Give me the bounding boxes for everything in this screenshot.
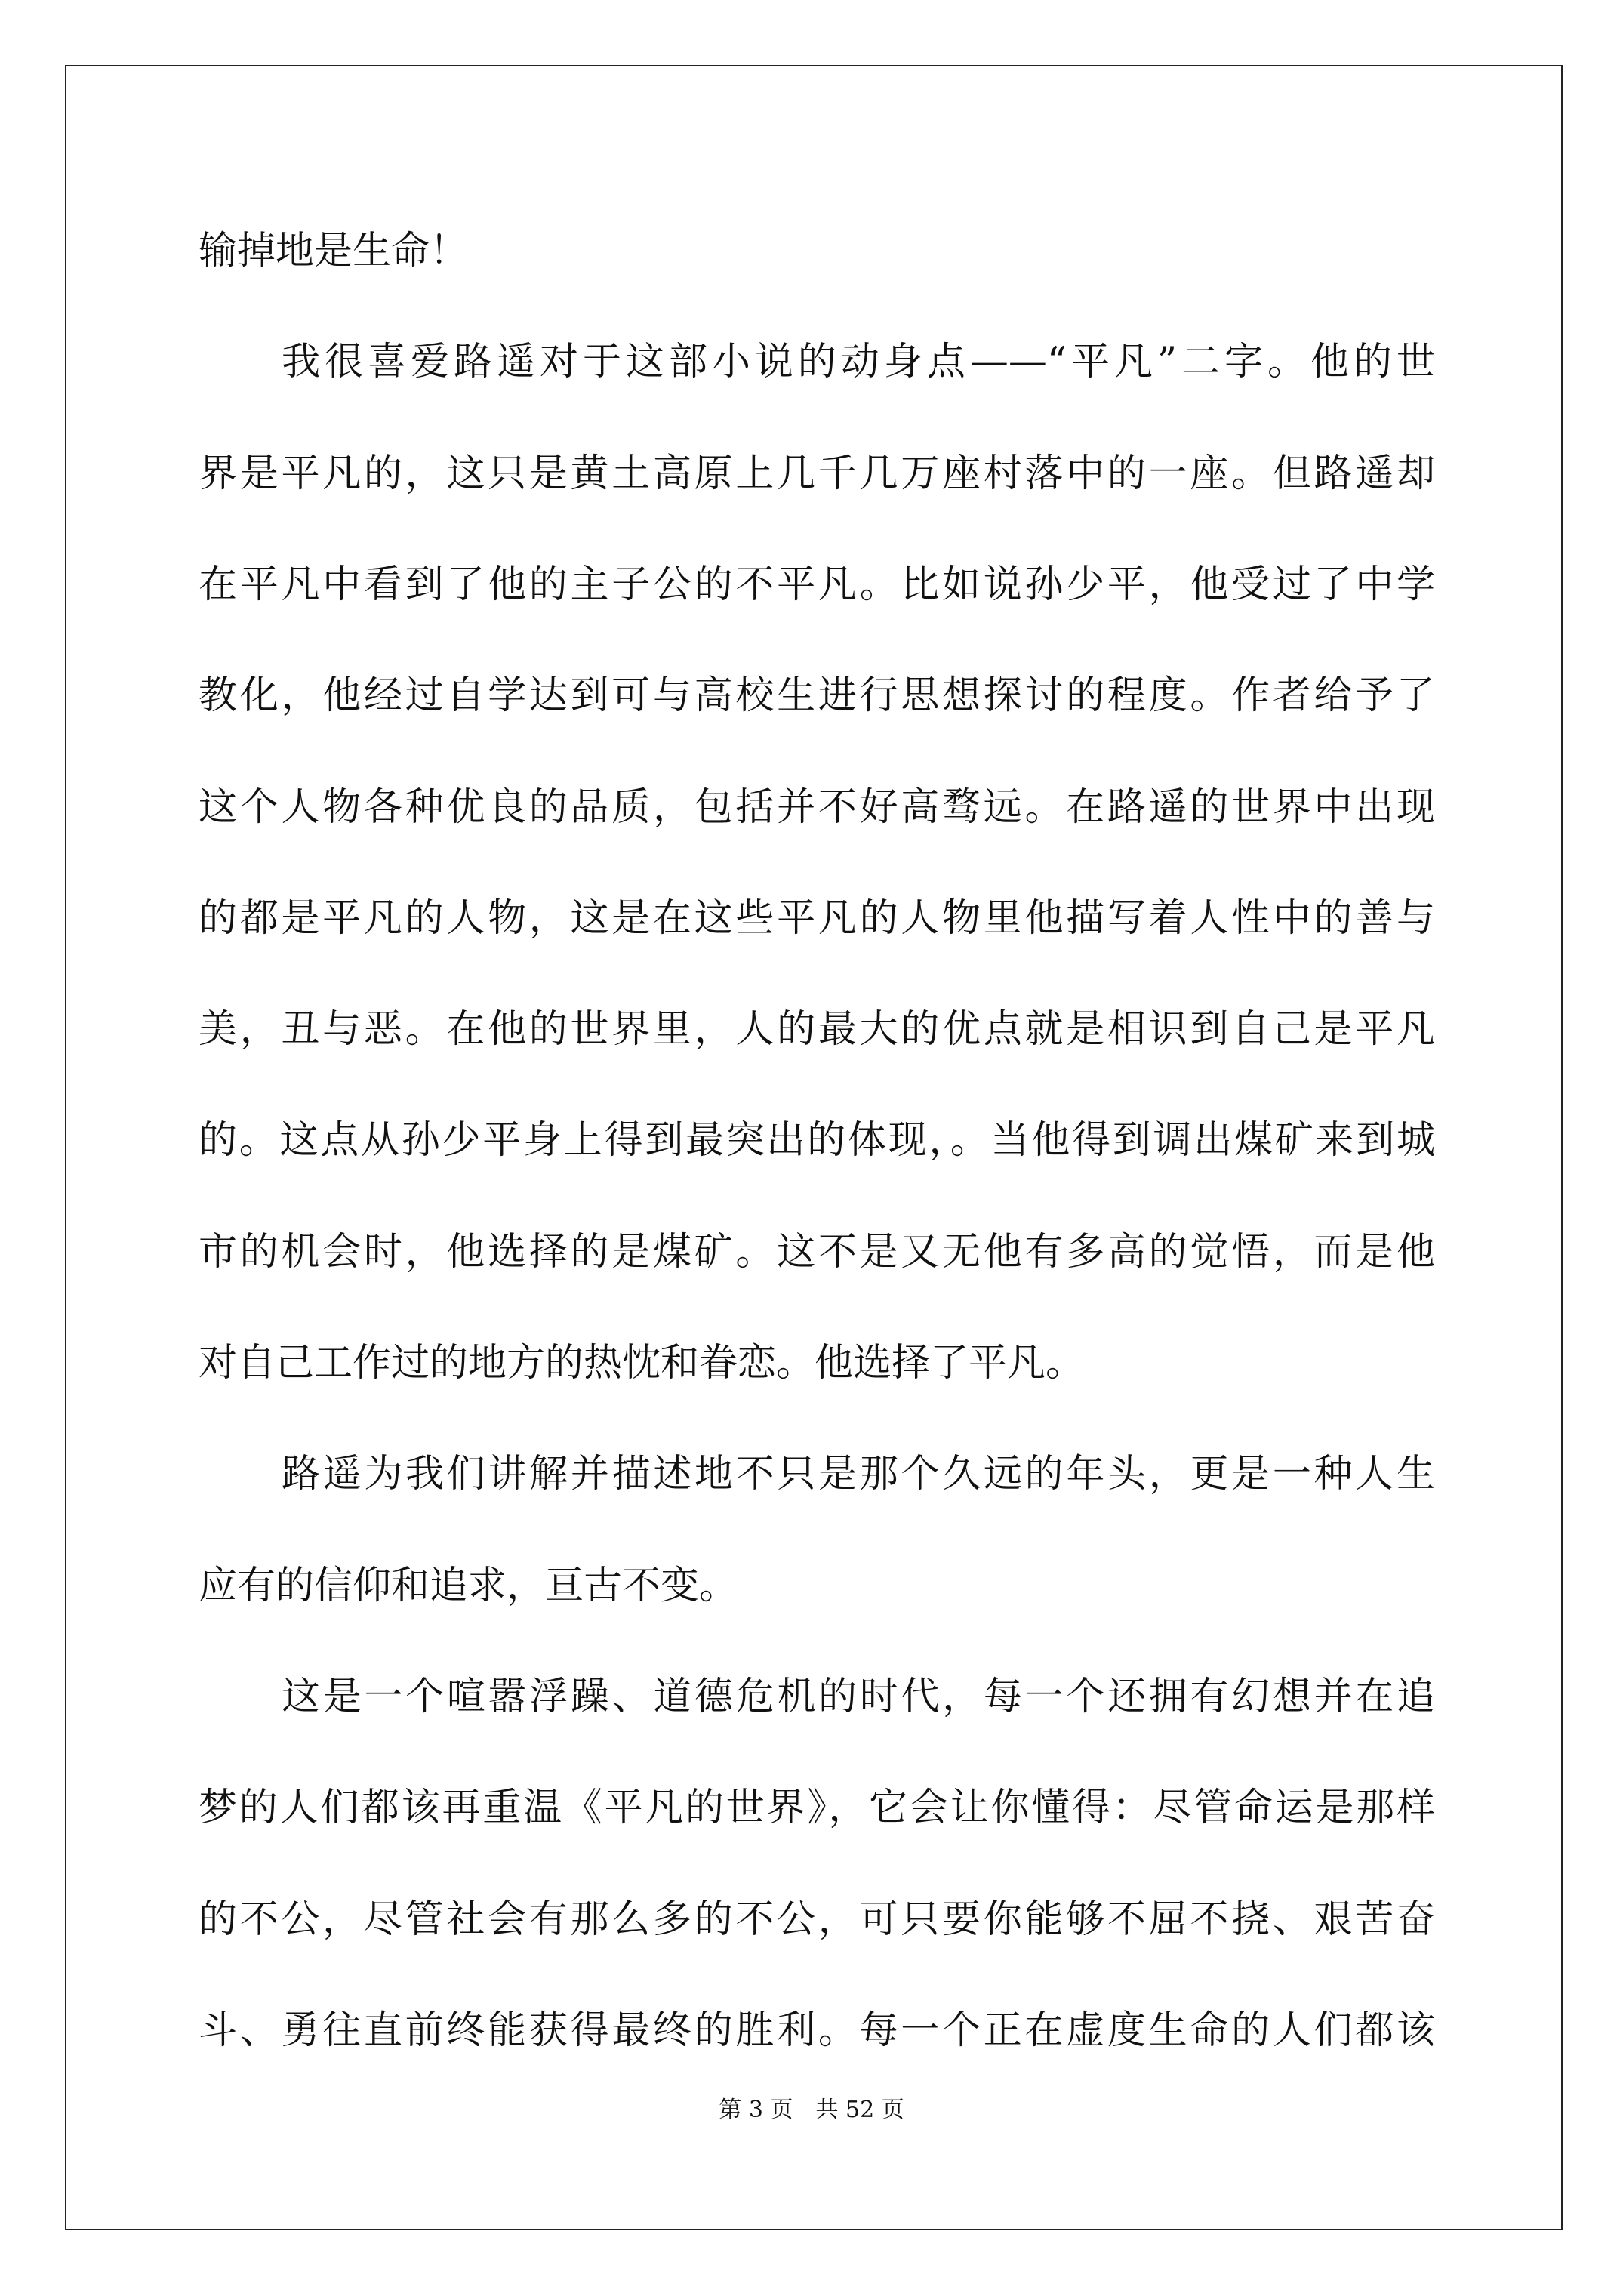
text-line: 应有的信仰和追求，亘古不变。 <box>199 1564 738 1608</box>
paragraph-first-line: 这是一个喧嚣浮躁、道德危机的时代，每一个还拥有幻想并在追 <box>282 1675 1435 1719</box>
paragraph-first-line: 路遥为我们讲解并描述地不只是那个久远的年头，更是一种人生 <box>282 1452 1435 1496</box>
text-line: 对自己工作过的地方的热忱和眷恋。他选择了平凡。 <box>199 1341 1085 1385</box>
text-line: 梦的人们都该再重温《平凡的世界》，它会让你懂得：尽管命运是那样 <box>199 1786 1435 1830</box>
text-line: 斗、勇往直前终能获得最终的胜利。每一个正在虚度生命的人们都该 <box>199 2008 1435 2053</box>
text-line: 的。这点从孙少平身上得到最突出的体现，。当他得到调出煤矿来到城 <box>199 1118 1435 1163</box>
text-line: 市的机会时，他选择的是煤矿。这不是又无他有多高的觉悟，而是他 <box>199 1230 1435 1274</box>
text-line: 的不公，尽管社会有那么多的不公，可只要你能够不屈不挠、艰苦奋 <box>199 1897 1435 1942</box>
text-line: 输掉地是生命！ <box>199 229 469 273</box>
page-number: 第 3 页 共 52 页 <box>719 2097 904 2123</box>
paragraph-first-line: 我很喜爱路遥对于这部小说的动身点——“平凡”二字。他的世 <box>282 340 1435 384</box>
text-line: 界是平凡的，这只是黄土高原上几千几万座村落中的一座。但路遥却 <box>199 451 1435 496</box>
text-line: 教化，他经过自学达到可与高校生进行思想探讨的程度。作者给予了 <box>199 673 1435 718</box>
text-line: 的都是平凡的人物，这是在这些平凡的人物里他描写着人性中的善与 <box>199 896 1435 941</box>
text-line: 在平凡中看到了他的主子公的不平凡。比如说孙少平，他受过了中学 <box>199 562 1435 607</box>
text-line: 美，丑与恶。在他的世界里，人的最大的优点就是相识到自己是平凡 <box>199 1007 1435 1052</box>
text-line: 这个人物各种优良的品质，包括并不好高骛远。在路遥的世界中出现 <box>199 785 1435 830</box>
